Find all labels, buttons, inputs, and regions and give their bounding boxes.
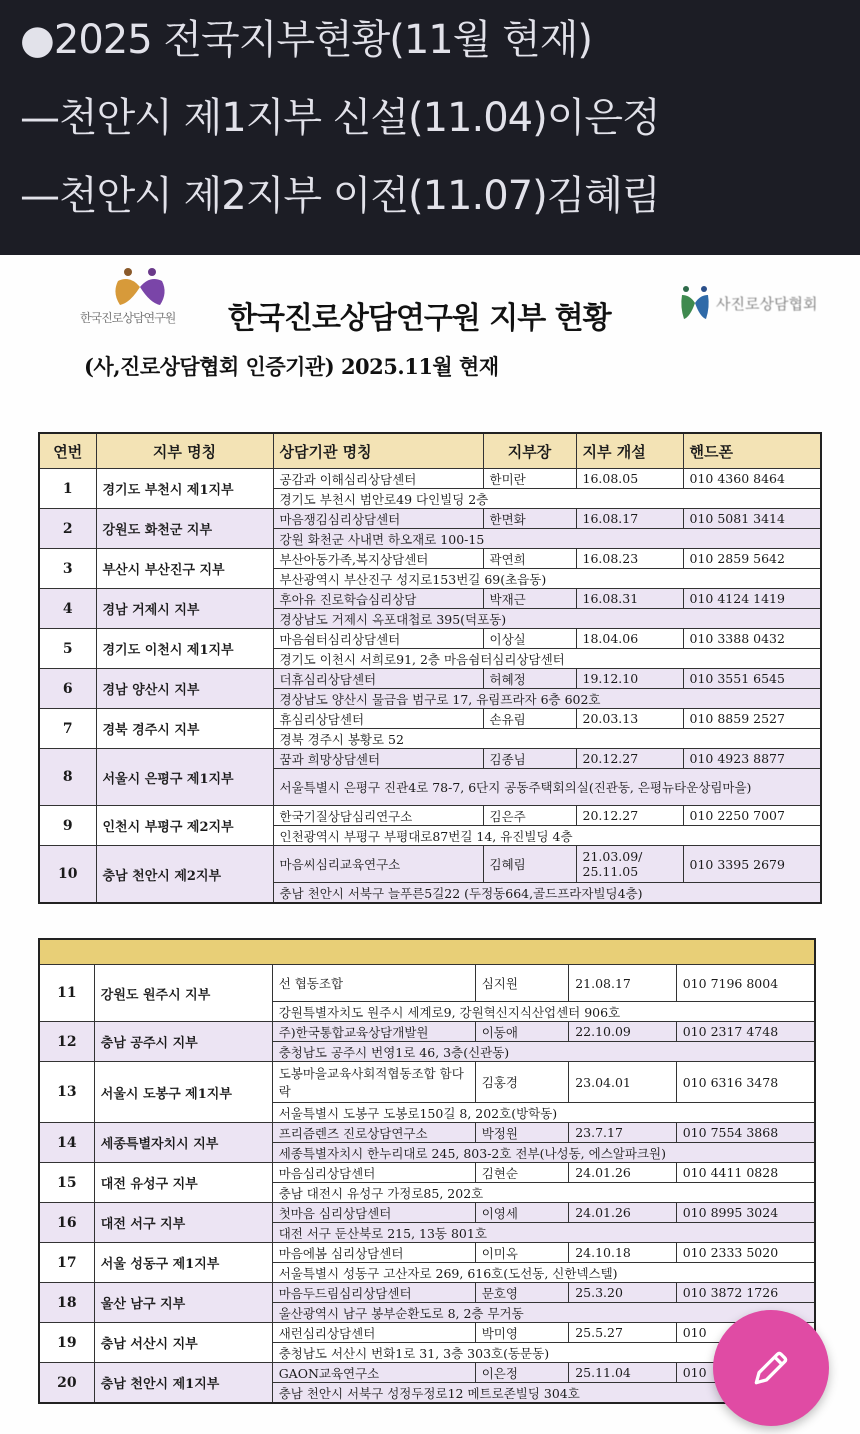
address: 강원특별자치도 원주시 세계로9, 강원혁신지식산업센터 906호 [272, 1002, 815, 1022]
row-number: 20 [39, 1363, 94, 1404]
center-name: 마음두드림심리상담센터 [272, 1283, 475, 1303]
center-name: 프리즘렌즈 진로상담연구소 [272, 1123, 475, 1143]
branch-name: 서울 성동구 제1지부 [94, 1243, 272, 1283]
phone-number[interactable]: 010 2333 5020 [676, 1243, 815, 1263]
address: 충남 천안시 서북구 늘푸른5길22 (두정동664,골드프라자빌딩4층) [273, 883, 821, 904]
center-name: 후아유 진로학습심리상담 [273, 589, 483, 609]
address: 울산광역시 남구 봉부순환도로 8, 2층 무거동 [272, 1303, 815, 1323]
opened-date: 22.10.09 [569, 1022, 677, 1042]
opened-date: 20.12.27 [576, 749, 683, 769]
branch-name: 대전 유성구 지부 [94, 1163, 272, 1203]
opened-date: 19.12.10 [576, 669, 683, 689]
row-number: 15 [39, 1163, 94, 1203]
table-row [39, 1022, 815, 1042]
opened-date: 20.12.27 [576, 806, 683, 826]
branch-name: 강원도 원주시 지부 [94, 965, 272, 1022]
document-title: 한국진로상담연구원 지부 현황 [228, 301, 611, 336]
center-name: 도봉마을교육사회적협동조합 함다락 [272, 1062, 475, 1103]
branch-name: 울산 남구 지부 [94, 1283, 272, 1323]
branch-head: 이영세 [475, 1203, 568, 1223]
branch-head: 이상실 [483, 629, 576, 649]
center-name: 더휴심리상담센터 [273, 669, 483, 689]
association-logo-text: 사진로상담협회 [716, 295, 818, 313]
post-line-relocated-branch: —천안시 제2지부 이전(11.07)김혜림 [20, 173, 660, 219]
center-name: 마음쟁김심리상담센터 [273, 509, 483, 529]
opened-date: 24.10.18 [569, 1243, 677, 1263]
post-title: ●2025 전국지부현황(11월 현재) [20, 17, 592, 63]
address: 세종특별자치시 한누리대로 245, 803-2호 전부(나성동, 에스알파크원) [272, 1143, 815, 1163]
opened-date: 24.01.26 [569, 1203, 677, 1223]
opened-date: 18.04.06 [576, 629, 683, 649]
column-header-opened: 지부 개설 [576, 433, 683, 469]
branch-head: 박정원 [475, 1123, 568, 1143]
phone-number[interactable]: 010 3551 6545 [683, 669, 821, 689]
column-header-phone: 핸드폰 [683, 433, 821, 469]
institute-logo [80, 263, 200, 333]
phone-number[interactable]: 010 7196 8004 [676, 965, 815, 1002]
branch-head: 손유림 [483, 709, 576, 729]
institute-logo-text: 한국진로상담연구원 [80, 311, 176, 325]
branch-head: 박미영 [475, 1323, 568, 1343]
phone-number[interactable]: 010 4923 8877 [683, 749, 821, 769]
row-number: 11 [39, 965, 94, 1022]
address: 충청남도 공주시 번영1로 46, 3층(신관동) [272, 1042, 815, 1062]
row-number: 7 [39, 709, 96, 749]
row-number: 5 [39, 629, 96, 669]
branch-head: 김종님 [483, 749, 576, 769]
table-row [39, 1363, 815, 1383]
branch-head: 곽연희 [483, 549, 576, 569]
row-number: 3 [39, 549, 96, 589]
address: 경기도 이천시 서희로91, 2층 마음쉼터심리상담센터 [273, 649, 821, 669]
phone-number[interactable]: 010 2250 7007 [683, 806, 821, 826]
row-number: 10 [39, 846, 96, 904]
row-number: 17 [39, 1243, 94, 1283]
center-name: 마음심리상담센터 [272, 1163, 475, 1183]
address: 강원 화천군 사내면 하오재로 100-15 [273, 529, 821, 549]
address: 경상남도 거제시 옥포대첩로 395(덕포동) [273, 609, 821, 629]
phone-number[interactable]: 010 5081 3414 [683, 509, 821, 529]
table-row [39, 846, 821, 883]
center-name: 마음씨심리교육연구소 [273, 846, 483, 883]
branch-table-part-2 [38, 938, 816, 1404]
phone-number[interactable]: 010 4124 1419 [683, 589, 821, 609]
address: 인천광역시 부평구 부평대로87번길 14, 유진빌딩 4층 [273, 826, 821, 846]
table-row [39, 669, 821, 689]
table-row [39, 1163, 815, 1183]
branch-head: 박재근 [483, 589, 576, 609]
address: 경상남도 양산시 물금읍 범구로 17, 유림프라자 6층 602호 [273, 689, 821, 709]
center-name: 마음에봄 심리상담센터 [272, 1243, 475, 1263]
branch-head: 심지원 [475, 965, 568, 1002]
table-row [39, 749, 821, 769]
institute-logo-icon [110, 267, 170, 309]
column-header-branch: 지부 명칭 [96, 433, 273, 469]
center-name: 공감과 이해심리상담센터 [273, 469, 483, 489]
phone-number[interactable]: 010 3388 0432 [683, 629, 821, 649]
branch-head: 한미란 [483, 469, 576, 489]
pencil-icon [749, 1346, 793, 1390]
table-row [39, 806, 821, 826]
table-row [39, 589, 821, 609]
phone-number[interactable]: 010 4360 8464 [683, 469, 821, 489]
post-line-new-branch: —천안시 제1지부 신설(11.04)이은정 [20, 95, 660, 141]
branch-name: 경북 경주시 지부 [96, 709, 273, 749]
address: 경기도 부천시 범안로49 다인빌딩 2층 [273, 489, 821, 509]
branch-name: 서울시 도봉구 제1지부 [94, 1062, 272, 1123]
center-name: 한국기질상담심리연구소 [273, 806, 483, 826]
center-name: 꿈과 희망상담센터 [273, 749, 483, 769]
branch-head: 문호영 [475, 1283, 568, 1303]
branch-name: 경남 양산시 지부 [96, 669, 273, 709]
table-header-row [39, 433, 821, 469]
branch-name: 서울시 은평구 제1지부 [96, 749, 273, 806]
row-number: 16 [39, 1203, 94, 1243]
row-number: 1 [39, 469, 96, 509]
document-subtitle: (사,진로상담협회 인증기관) 2025.11월 현재 [84, 354, 499, 379]
branch-head: 김은주 [483, 806, 576, 826]
opened-date: 24.01.26 [569, 1163, 677, 1183]
branch-head: 김혜림 [483, 846, 576, 883]
address: 충남 대전시 유성구 가정로85, 202호 [272, 1183, 815, 1203]
branch-name: 부산시 부산진구 지부 [96, 549, 273, 589]
address: 대전 서구 둔산북로 215, 13동 801호 [272, 1223, 815, 1243]
address: 서울특별시 성동구 고산자로 269, 616호(도선동, 신한넥스텔) [272, 1263, 815, 1283]
document-header [60, 263, 820, 343]
table-row [39, 1323, 815, 1343]
opened-date: 25.5.27 [569, 1323, 677, 1343]
branch-name: 세종특별자치시 지부 [94, 1123, 272, 1163]
phone-number[interactable]: 010 8995 3024 [676, 1203, 815, 1223]
post-header [0, 0, 860, 255]
branch-head: 김현순 [475, 1163, 568, 1183]
row-number: 4 [39, 589, 96, 629]
branch-name: 인천시 부평구 제2지부 [96, 806, 273, 846]
phone-number[interactable]: 010 4411 0828 [676, 1163, 815, 1183]
opened-date: 23.7.17 [569, 1123, 677, 1143]
branch-table-part-1 [38, 432, 822, 904]
table-row [39, 1283, 815, 1303]
row-number: 9 [39, 806, 96, 846]
address: 서울특별시 은평구 진관4로 78-7, 6단지 공동주택회의실(진관동, 은평뉴타운상림마을) [273, 769, 821, 806]
column-header-no: 연번 [39, 433, 96, 469]
branch-name: 강원도 화천군 지부 [96, 509, 273, 549]
column-header-head: 지부장 [483, 433, 576, 469]
branch-head: 이동애 [475, 1022, 568, 1042]
table-row [39, 469, 821, 489]
row-number: 13 [39, 1062, 94, 1123]
phone-number[interactable]: 010 [676, 1363, 815, 1383]
center-name: 주)한국통합교육상담개발원 [272, 1022, 475, 1042]
center-name: 휴심리상담센터 [273, 709, 483, 729]
attached-image-document[interactable] [0, 255, 860, 1434]
branch-name: 충남 공주시 지부 [94, 1022, 272, 1062]
opened-date: 16.08.23 [576, 549, 683, 569]
branch-head: 한면화 [483, 509, 576, 529]
phone-number[interactable]: 010 6316 3478 [676, 1062, 815, 1103]
center-name: 부산아동가족,복지상담센터 [273, 549, 483, 569]
branch-head: 이은정 [475, 1363, 568, 1383]
row-number: 2 [39, 509, 96, 549]
phone-number[interactable]: 010 [676, 1323, 815, 1343]
branch-head: 허혜정 [483, 669, 576, 689]
row-number: 12 [39, 1022, 94, 1062]
table-row [39, 1203, 815, 1223]
branch-head: 김홍경 [475, 1062, 568, 1103]
row-number: 6 [39, 669, 96, 709]
table-row [39, 509, 821, 529]
phone-number[interactable]: 010 3395 2679 [683, 846, 821, 883]
branch-name: 경기도 이천시 제1지부 [96, 629, 273, 669]
address: 경북 경주시 봉황로 52 [273, 729, 821, 749]
phone-number[interactable]: 010 2317 4748 [676, 1022, 815, 1042]
phone-number[interactable]: 010 2859 5642 [683, 549, 821, 569]
center-name: 첫마음 심리상담센터 [272, 1203, 475, 1223]
table-row [39, 1123, 815, 1143]
branch-name: 충남 천안시 제1지부 [94, 1363, 272, 1404]
center-name: GAON교육연구소 [272, 1363, 475, 1383]
branch-name: 경기도 부천시 제1지부 [96, 469, 273, 509]
phone-number[interactable]: 010 8859 2527 [683, 709, 821, 729]
address: 서울특별시 도봉구 도봉로150길 8, 202호(방학동) [272, 1103, 815, 1123]
table-section-band [39, 939, 815, 965]
phone-number[interactable]: 010 7554 3868 [676, 1123, 815, 1143]
row-number: 14 [39, 1123, 94, 1163]
center-name: 선 협동조합 [272, 965, 475, 1002]
center-name: 마음쉼터심리상담센터 [273, 629, 483, 649]
table-row [39, 709, 821, 729]
phone-number[interactable]: 010 3872 1726 [676, 1283, 815, 1303]
opened-date: 25.3.20 [569, 1283, 677, 1303]
branch-head: 이미옥 [475, 1243, 568, 1263]
edit-fab-button[interactable] [713, 1310, 829, 1426]
opened-date: 25.11.04 [569, 1363, 677, 1383]
address: 부산광역시 부산진구 성지로153번길 69(초읍동) [273, 569, 821, 589]
center-name: 새런심리상담센터 [272, 1323, 475, 1343]
column-header-center: 상담기관 명칭 [273, 433, 483, 469]
opened-date: 16.08.05 [576, 469, 683, 489]
opened-date: 21.08.17 [569, 965, 677, 1002]
opened-date: 21.03.09/ 25.11.05 [576, 846, 683, 883]
table-row [39, 1062, 815, 1103]
branch-name: 충남 서산시 지부 [94, 1323, 272, 1363]
row-number: 19 [39, 1323, 94, 1363]
opened-date: 16.08.17 [576, 509, 683, 529]
address: 충남 천안시 서북구 성정두정로12 메트로존빌딩 304호 [272, 1383, 815, 1404]
association-logo-icon [680, 285, 710, 321]
branch-name: 경남 거제시 지부 [96, 589, 273, 629]
table-row [39, 549, 821, 569]
table-row [39, 965, 815, 1002]
row-number: 18 [39, 1283, 94, 1323]
association-logo [680, 285, 820, 325]
branch-name: 대전 서구 지부 [94, 1203, 272, 1243]
table-row [39, 629, 821, 649]
address: 충청남도 서산시 번화1로 31, 3층 303호(동문동) [272, 1343, 815, 1363]
opened-date: 23.04.01 [569, 1062, 677, 1103]
branch-name: 충남 천안시 제2지부 [96, 846, 273, 904]
opened-date: 16.08.31 [576, 589, 683, 609]
table-row [39, 1243, 815, 1263]
opened-date: 20.03.13 [576, 709, 683, 729]
row-number: 8 [39, 749, 96, 806]
